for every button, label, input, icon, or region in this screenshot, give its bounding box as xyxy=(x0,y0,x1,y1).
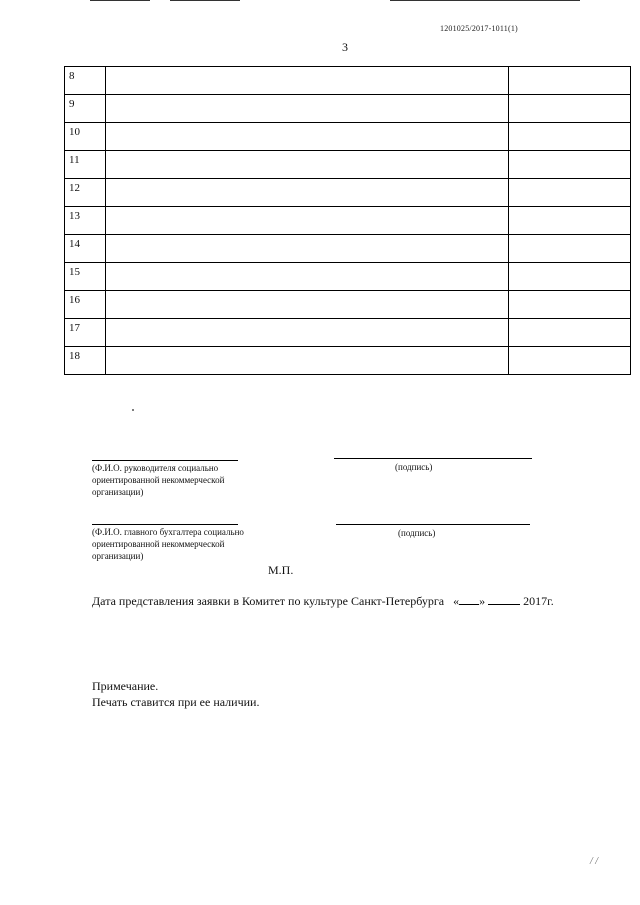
month-blank xyxy=(488,593,520,605)
row-number-cell: 10 xyxy=(65,123,106,151)
table-row xyxy=(65,235,631,263)
scan-mark-bottom-right: / / xyxy=(590,856,599,867)
document-id: 1201025/2017-1011(1) xyxy=(440,24,518,33)
row-name-cell xyxy=(106,319,509,347)
submission-date-line xyxy=(92,593,554,609)
row-number-cell: 16 xyxy=(65,291,106,319)
director-name-line xyxy=(92,460,238,461)
row-number-cell: 9 xyxy=(65,95,106,123)
row-value-cell xyxy=(509,123,631,151)
director-name-label: (Ф.И.О. руководителя социально ориентированной некоммерческой организации) xyxy=(92,463,225,497)
row-number-cell: 8 xyxy=(65,67,106,95)
row-name-cell xyxy=(106,123,509,151)
row-value-cell xyxy=(509,235,631,263)
year-label: 2017г. xyxy=(523,594,554,608)
row-value-cell xyxy=(509,179,631,207)
note-title: Примечание. xyxy=(92,679,159,693)
accountant-name-label: (Ф.И.О. главного бухгалтера социально ориентированной некоммерческой организации) xyxy=(92,527,244,561)
row-value-cell xyxy=(509,67,631,95)
row-number-cell: 14 xyxy=(65,235,106,263)
row-number-cell: 11 xyxy=(65,151,106,179)
accountant-signature-label: (подпись) xyxy=(398,528,436,538)
row-name-cell xyxy=(106,67,509,95)
table-row xyxy=(65,207,631,235)
day-blank xyxy=(459,593,479,605)
scan-mark-top-right xyxy=(390,0,580,1)
table-row xyxy=(65,67,631,95)
table-row xyxy=(65,123,631,151)
row-value-cell xyxy=(509,263,631,291)
scan-mark-top-center xyxy=(170,0,240,1)
director-signature-line xyxy=(334,458,532,459)
accountant-signature-line xyxy=(336,524,530,525)
row-number-cell: 12 xyxy=(65,179,106,207)
scan-mark-top-left xyxy=(90,0,150,1)
scan-dot xyxy=(132,409,134,411)
director-signature-label: (подпись) xyxy=(395,462,433,472)
row-value-cell xyxy=(509,151,631,179)
page-number: 3 xyxy=(342,40,348,54)
table-row xyxy=(65,263,631,291)
row-value-cell xyxy=(509,319,631,347)
row-value-cell xyxy=(509,207,631,235)
table-row xyxy=(65,179,631,207)
row-name-cell xyxy=(106,235,509,263)
row-number-cell: 13 xyxy=(65,207,106,235)
row-name-cell xyxy=(106,95,509,123)
table-row xyxy=(65,347,631,375)
accountant-name-line xyxy=(92,524,238,525)
close-quote: » xyxy=(479,594,486,608)
row-value-cell xyxy=(509,347,631,375)
row-name-cell xyxy=(106,151,509,179)
table-row xyxy=(65,291,631,319)
row-number-cell: 18 xyxy=(65,347,106,375)
row-name-cell xyxy=(106,207,509,235)
submission-date-text: Дата представления заявки в Комитет по культуре Санкт-Петербурга xyxy=(92,594,445,608)
table-row xyxy=(65,95,631,123)
table-row xyxy=(65,319,631,347)
open-quote: « xyxy=(453,594,460,608)
row-value-cell xyxy=(509,291,631,319)
row-name-cell xyxy=(106,291,509,319)
items-table xyxy=(64,66,631,375)
row-name-cell xyxy=(106,263,509,291)
row-number-cell: 15 xyxy=(65,263,106,291)
row-value-cell xyxy=(509,95,631,123)
note-block xyxy=(92,678,259,710)
stamp-place: М.П. xyxy=(268,563,294,577)
table-row xyxy=(65,151,631,179)
row-number-cell: 17 xyxy=(65,319,106,347)
note-text: Печать ставится при ее наличии. xyxy=(92,695,260,709)
row-name-cell xyxy=(106,347,509,375)
row-name-cell xyxy=(106,179,509,207)
items-table-body xyxy=(65,67,631,375)
